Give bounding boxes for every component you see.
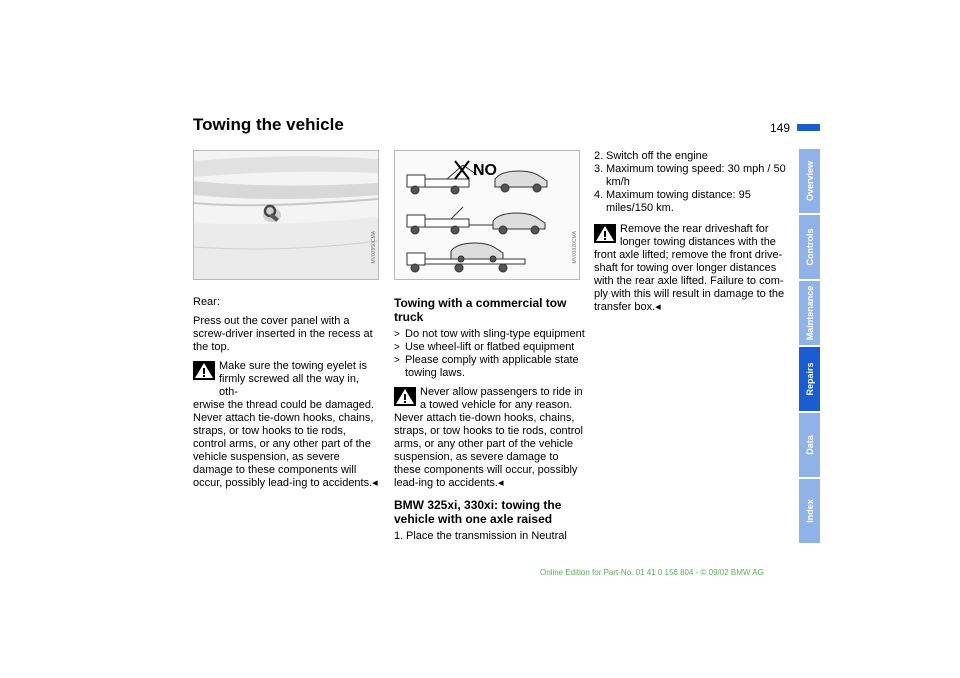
rear-instruction: Press out the cover panel with a screw-driver inserted in the recess at the top. — [193, 315, 373, 353]
tab-controls[interactable]: Controls — [799, 215, 820, 279]
warning-driveshaft — [594, 223, 786, 314]
list-item: 4. Maximum towing distance: 95 miles/150 km. — [594, 189, 751, 214]
warning-icon — [394, 387, 416, 406]
list-item: 2. Switch off the engine — [594, 150, 708, 162]
tow-trucks-drawing — [395, 151, 579, 279]
warning-text-start: Never allow passengers to ride in a towed vehicle for any reason. — [420, 386, 583, 411]
tab-overview[interactable]: Overview — [799, 149, 820, 213]
xi-steps-cont — [594, 150, 786, 215]
xi-steps-start — [394, 530, 586, 543]
tab-maintenance[interactable]: Maintenance — [799, 281, 820, 345]
heading-commercial-tow: Towing with a commercial tow truck — [394, 296, 567, 324]
warning-text-rest: front axle lifted; remove the front drive-shaft for towing over longer distances with the rear axle lifted. Failure to com-ply with this will result in damage to the transfer box.◂ — [594, 249, 785, 313]
list-item: > Do not tow with sling-type equipment — [394, 328, 586, 341]
warning-icon — [193, 361, 215, 380]
page-number: 149 — [770, 121, 791, 135]
list-item: 1. Place the transmission in Neutral — [394, 530, 567, 542]
footer-edition: Online Edition for Part-No. 01 41 0 156 804 - © 09/02 BMW AG — [540, 568, 764, 577]
page-title: Towing the vehicle — [193, 115, 344, 134]
warning-passengers — [394, 386, 586, 490]
list-item: > Please comply with applicable state towing laws. — [394, 354, 586, 380]
heading-xi-towing: BMW 325xi, 330xi: towing the vehicle with one axle raised — [394, 498, 562, 526]
tow-bullet-list — [394, 328, 586, 380]
page-number-bar — [797, 124, 820, 131]
rear-bumper-photo — [193, 150, 379, 280]
list-item: 3. Maximum towing speed: 30 mph / 50 km/h — [594, 163, 786, 188]
warning-text-start: Make sure the towing eyelet is firmly screwed all the way in, oth- — [219, 360, 367, 398]
warning-eyelet — [193, 360, 379, 490]
warning-text-rest: erwise the thread could be damaged. Never attach tie-down hooks, chains, straps, or tow hooks to tie rods, control arms, or any other part of the vehicle suspension, as severe damage to these components will occur, possibly lead-ing to accidents.◂ — [193, 399, 378, 489]
warning-text-start: Remove the rear driveshaft for longer towing distances with the — [620, 223, 776, 248]
bumper-illustration — [194, 151, 378, 279]
column-xi-steps — [594, 150, 786, 314]
tow-truck-illustration — [394, 150, 580, 280]
tab-data[interactable]: Data — [799, 413, 820, 477]
section-tabs — [799, 149, 820, 545]
no-label: NO — [473, 162, 497, 179]
tab-index[interactable]: Index — [799, 479, 820, 543]
image-code: MV01920CMA — [572, 231, 578, 264]
image-code: MV02950CMA — [371, 231, 377, 264]
tab-repairs[interactable]: Repairs — [799, 347, 820, 411]
rear-label: Rear: — [193, 296, 220, 308]
column-rear — [193, 296, 379, 490]
column-commercial-tow — [394, 296, 586, 543]
warning-icon — [594, 224, 616, 243]
list-item: > Use wheel-lift or flatbed equipment — [394, 341, 586, 354]
warning-text-rest: Never attach tie-down hooks, chains, straps, or tow hooks to tie rods, control arms, or any other part of the vehicle suspension, as severe damage to these components will occur, possibly lead-ing to accidents.◂ — [394, 412, 583, 489]
